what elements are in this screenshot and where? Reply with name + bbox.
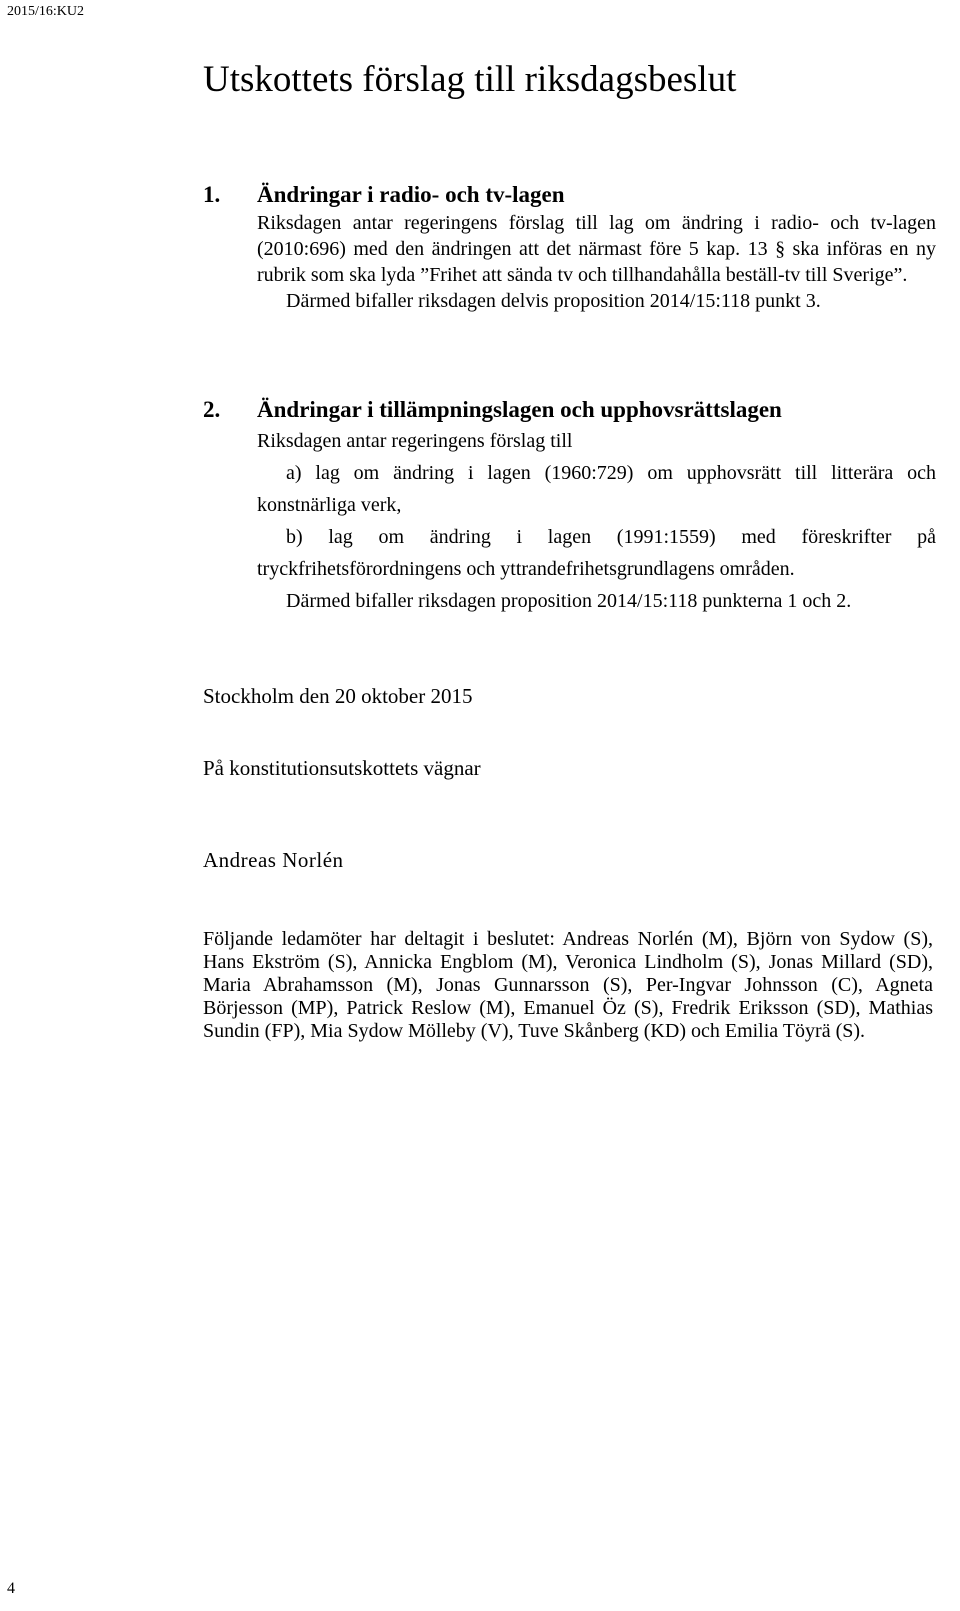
section-title: Ändringar i radio- och tv-lagen xyxy=(257,182,565,207)
section-lead-text: Riksdagen antar regeringens förslag till xyxy=(257,430,573,452)
signature-place-date: Stockholm den 20 oktober 2015 xyxy=(203,684,473,708)
document-reference: 2015/16:KU2 xyxy=(7,4,84,19)
page-number: 4 xyxy=(7,1580,15,1597)
section-lead-text: Riksdagen antar regeringens förslag till lag om ändring i radio- och tv-lagen (2010:696) med den ändringen att det närmast före 5 kap. 13 § ska införas en ny rubrik som ska lyda ”Frihet att sända tv och tillhandahålla beställ-tv till Sverige”. xyxy=(257,212,936,286)
section-number: 1. xyxy=(203,182,221,207)
list-item-a: a) lag om ändring i lagen (1960:729) om upphovsrätt till litterära och konstnärliga verk, xyxy=(257,462,936,516)
section-conclusion: Därmed bifaller riksdagen delvis proposition 2014/15:118 punkt 3. xyxy=(286,290,821,312)
section-conclusion: Därmed bifaller riksdagen proposition 2014/15:118 punkterna 1 och 2. xyxy=(286,590,852,612)
section-heading xyxy=(203,180,936,210)
section-body xyxy=(257,210,936,314)
section-number: 2. xyxy=(203,397,221,422)
section-body xyxy=(257,425,936,617)
page-title: Utskottets förslag till riksdagsbeslut xyxy=(203,59,737,100)
list-item-b: b) lag om ändring i lagen (1991:1559) med föreskrifter på tryckfrihetsförordningens och yttrandefrihetsgrundlagens områden. xyxy=(257,526,936,580)
signature-on-behalf: På konstitutionsutskottets vägnar xyxy=(203,756,481,780)
participating-members: Följande ledamöter har deltagit i beslutet: Andreas Norlén (M), Björn von Sydow (S), Hans Ekström (S), Annicka Engblom (M), Veronica Lindholm (S), Jonas Millard (SD), Maria Abrahamsson (M), Jonas Gunnarsson (S), Per-Ingvar Johnsson (C), Agneta Börjesson (MP), Patrick Reslow (M), Emanuel Öz (S), Fredrik Eriksson (SD), Mathias Sundin (FP), Mia Sydow Mölleby (V), Tuve Skånberg (KD) och Emilia Töyrä (S). xyxy=(203,928,933,1042)
signature-name: Andreas Norlén xyxy=(203,848,344,872)
proposal-section-1 xyxy=(203,180,936,314)
section-title: Ändringar i tillämpningslagen och upphovsrättslagen xyxy=(257,397,782,422)
proposal-section-2 xyxy=(203,395,936,617)
section-heading xyxy=(203,395,936,425)
